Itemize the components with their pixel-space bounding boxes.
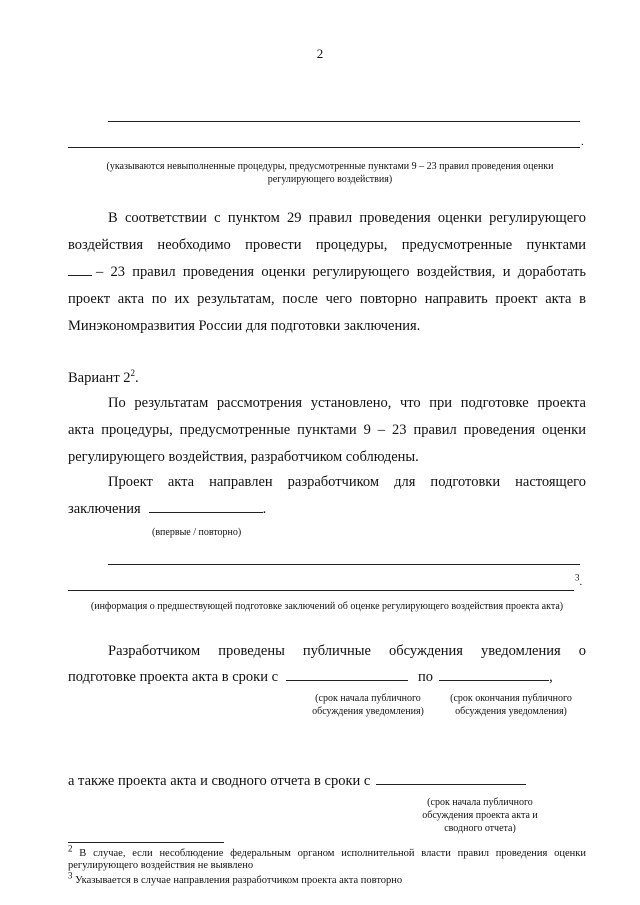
fill-line-1	[108, 121, 580, 122]
footnote-2-text: В случае, если несоблюдение федеральным органом исполнительной власти правил проведения оценки регулирующего воздействия не выявлено	[68, 848, 586, 871]
fill-line-4-ref	[575, 572, 583, 588]
para5-start: а также проекта акта и сводного отчета в сроки с	[68, 773, 371, 789]
para3-end: .	[262, 501, 267, 517]
para2-line1: По результатам рассмотрения установлено, что при подготовке проекта	[108, 395, 586, 411]
para2-line3: регулирующего воздействия, разработчиком соблюдены.	[68, 449, 419, 465]
fill-line-2-dot: .	[581, 136, 584, 148]
footnote-3	[68, 870, 586, 887]
para4-line1: Разработчиком проведены публичные обсуждения уведомления о	[108, 643, 586, 659]
variant-2-heading	[68, 365, 139, 392]
note-info: (информация о предшествующей подготовке заключений об оценке регулирующего воздействия проекта акта)	[90, 601, 564, 612]
para1-line5: Минэкономразвития России для подготовки заключения.	[68, 318, 421, 334]
fill-line-2	[68, 147, 580, 148]
para1-line2: воздействия необходимо провести процедуры, предусмотренные пунктами	[68, 237, 586, 253]
fill-line-4	[68, 590, 574, 591]
variant-2-label: Вариант 2	[68, 370, 131, 386]
variant-2-suffix: .	[135, 370, 139, 386]
fill-line-4-dot: .	[579, 576, 583, 588]
hint-draft-start: (срок начала публичного обсуждения проекта акта и сводного отчета)	[422, 797, 538, 834]
para5-line1	[68, 768, 526, 795]
fill-line-3	[108, 564, 580, 565]
para3-word: заключения	[68, 501, 141, 517]
footnote-2-number: 2	[68, 843, 73, 854]
draft-start-date-blank[interactable]	[376, 772, 526, 785]
paragraph-number-blank[interactable]	[68, 263, 92, 276]
notice-start-date-blank[interactable]	[286, 668, 408, 681]
para1-line4: проект акта по их результатам, после чего повторно направить проект акта в	[68, 291, 586, 307]
notice-end-date-blank[interactable]	[439, 668, 549, 681]
para2-line2: акта процедуры, предусмотренные пунктами 9 – 23 правил проведения оценки	[68, 422, 586, 438]
para1-line1: В соответствии с пунктом 29 правил проведения оценки регулирующего	[108, 210, 586, 226]
para1-line3	[68, 259, 586, 286]
footnote-2	[68, 843, 586, 872]
footnote-ref-3: 3	[575, 572, 580, 583]
hint-notice-start: (срок начала публичного обсуждения уведомления)	[312, 693, 424, 717]
note-procedures: (указываются невыполненные процедуры, предусмотренные пунктами 9 – 23 правил проведения оценки регулирующего воздействия)	[106, 161, 554, 185]
footnote-3-text: Указывается в случае направления разработчиком проекта акта повторно	[75, 875, 403, 886]
para4-mid: по	[418, 669, 434, 685]
page-number: 2	[316, 46, 324, 61]
para3-line2	[68, 496, 266, 523]
para4-start: подготовке проекта акта в сроки с	[68, 669, 279, 685]
hint-first-repeat: (впервые / повторно)	[152, 527, 242, 538]
footnote-separator	[68, 842, 224, 843]
hint-notice-end: (срок окончания публичного обсуждения уведомления)	[450, 693, 572, 717]
footnote-ref-2: 2	[130, 368, 136, 379]
para4-end: ,	[549, 669, 553, 685]
footnote-3-number: 3	[68, 870, 73, 881]
first-or-repeat-blank[interactable]	[149, 500, 263, 513]
para4-line2	[68, 664, 553, 691]
para1-line3-text: – 23 правил проведения оценки регулирующего воздействия, и доработать	[96, 264, 586, 280]
para3-line1: Проект акта направлен разработчиком для подготовки настоящего	[108, 474, 586, 490]
